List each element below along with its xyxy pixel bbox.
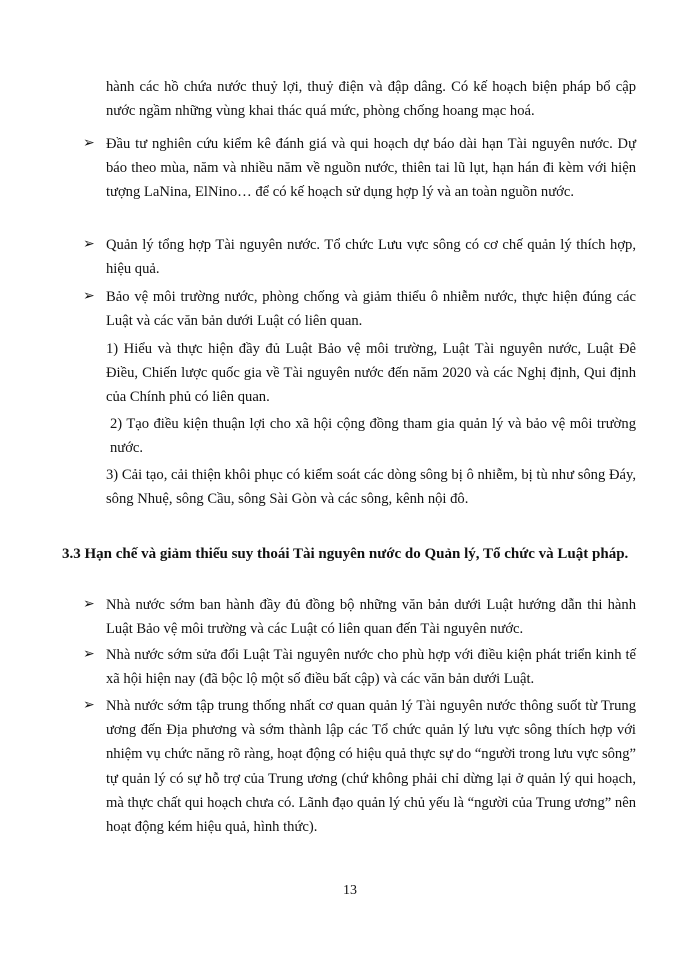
arrowhead-bullet-icon: ➢: [83, 237, 95, 252]
bullet-item-integrated-management: Quản lý tổng hợp Tài nguyên nước. Tổ chức Lưu vực sông có cơ chế quản lý thích hợp, hiệu quả.: [106, 237, 636, 278]
sub-item-1: 1) Hiểu và thực hiện đầy đủ Luật Bảo vệ môi trường, Luật Tài nguyên nước, Luật Đê Điều, Chiến lược quốc gia về Tài nguyên nước đến năm 2020 và các Nghị định, Qui định của Chính phủ có liên quan.: [106, 341, 636, 406]
arrowhead-bullet-icon: ➢: [83, 597, 95, 612]
arrowhead-bullet-icon: ➢: [83, 698, 95, 713]
arrowhead-bullet-icon: ➢: [83, 289, 95, 304]
bullet-item-amend-law: Nhà nước sớm sửa đổi Luật Tài nguyên nước cho phù hợp với điều kiện phát triển kinh tế xã hội hiện nay (đã bộc lộ một số điều bất cập) và các văn bản dưới Luật.: [106, 647, 636, 688]
section-heading-3-3: 3.3 Hạn chế và giảm thiểu suy thoái Tài nguyên nước do Quản lý, Tổ chức và Luật pháp.: [62, 546, 629, 562]
bullet-item-legal-documents: Nhà nước sớm ban hành đầy đủ đồng bộ những văn bản dưới Luật hướng dẫn thi hành Luật Bảo vệ môi trường và các Luật có liên quan đến Tài nguyên nước.: [106, 597, 636, 638]
arrowhead-bullet-icon: ➢: [83, 136, 95, 151]
bullet-item-forecast: Đầu tư nghiên cứu kiểm kê đánh giá và qui hoạch dự báo dài hạn Tài nguyên nước. Dự báo theo mùa, năm và nhiều năm về nguồn nước, thiên tai lũ lụt, hạn hán đi kèm với hiện tượng LaNina, ElNino… để có kế hoạch sử dụng hợp lý và an toàn nguồn nước.: [106, 136, 636, 201]
arrowhead-bullet-icon: ➢: [83, 647, 95, 662]
page-number: 13: [343, 883, 357, 898]
sub-item-2: 2) Tạo điều kiện thuận lợi cho xã hội cộng đồng tham gia quản lý và bảo vệ môi trường nước.: [110, 416, 636, 457]
top-continuation-paragraph: hành các hồ chứa nước thuỷ lợi, thuỷ điện và đập dâng. Có kế hoạch biện pháp bổ cập nước ngầm những vùng khai thác quá mức, phòng chống hoang mạc hoá.: [106, 79, 636, 120]
sub-item-3: 3) Cải tạo, cải thiện khôi phục có kiểm soát các dòng sông bị ô nhiễm, bị tù như sông Đáy, sông Nhuệ, sông Cầu, sông Sài Gòn và các sông, kênh nội đô.: [106, 467, 636, 508]
bullet-item-unify-agency: Nhà nước sớm tập trung thống nhất cơ quan quản lý Tài nguyên nước thông suốt từ Trung ương đến Địa phương và sớm thành lập các Tổ chức quản lý lưu vực sông thích hợp với nhiệm vụ chức năng rõ ràng, hoạt động có hiệu quả thực sự do “người trong lưu vực sông” tự quản lý có sự hỗ trợ của Trung ương (chứ không phải chỉ dừng lại ở quản lý qui hoạch, mà thực chất qui hoạch chưa có. Lãnh đạo quản lý chủ yếu là “người của Trung ương” nên hoạt động kém hiệu quả, hình thức).: [106, 698, 636, 836]
bullet-item-environment-protection: Bảo vệ môi trường nước, phòng chống và giảm thiểu ô nhiễm nước, thực hiện đúng các Luật và các văn bản dưới Luật có liên quan.: [106, 289, 636, 330]
